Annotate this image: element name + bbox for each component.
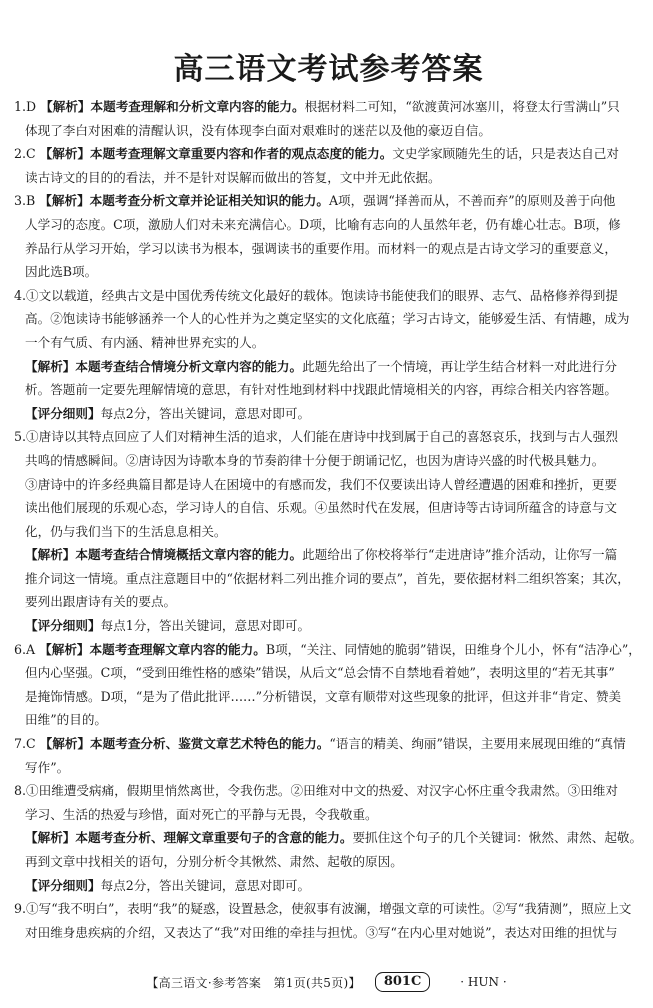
- question-8: [14, 779, 643, 897]
- answer-text: 读出他们展现的乐观心态，学习诗人的自信、乐观。④虽然时代在发展，但唐诗等古诗词所蕴含的诗意与文: [25, 500, 617, 516]
- answer-text: ①唐诗以其特点回应了人们对精神生活的追求，人们能在唐诗中找到属于自己的喜怒哀乐，找到与古人强烈: [26, 429, 618, 445]
- question-6: [14, 638, 643, 732]
- analysis-lead: 本题考查理解文章内容的能力。: [89, 641, 266, 657]
- answer-text: B项，“关注、同情她的脆弱”错误，田维身个儿小，怀有“洁净心”，: [265, 641, 641, 657]
- answer-text: ①田维遭受病痛，假期里悄然离世，令我伤悲。②田维对中文的热爱、对汉字心怀庄重令我肃然。③田维对: [26, 783, 618, 799]
- analysis-text: 推介词这一情境。重点注意题目中的“依据材料二列出推介词的要点”，首先，要依据材料二组织答案；其次，: [25, 570, 630, 586]
- answer-text: 但内心坚强。C项，“受到田维性格的感染”错误，从后文“总会情不自禁地看着她”，表明这里的“若无其事”: [25, 665, 615, 681]
- analysis-tag: 【解析】: [39, 641, 90, 657]
- analysis-tag: 【解析】: [39, 146, 91, 162]
- region-code: · HUN ·: [460, 975, 507, 989]
- question-number: 4.: [14, 287, 27, 303]
- scoring-tag: 【评分细则】: [25, 618, 101, 634]
- analysis-lead: 本题考查分析、鉴赏文章艺术特色的能力。: [90, 736, 330, 752]
- answer-text: 人学习的态度。C项，激励人们对未来充满信心。D项，比喻有志向的人虽然年老，仍有雄心壮志。B项，修: [25, 216, 621, 232]
- answer-text: 读古诗文的目的的看法，并不是针对误解而做出的答复，文中并无此依据。: [25, 169, 441, 185]
- footer-page-info: 【高三语文·参考答案 第1页(共5页)】: [146, 975, 361, 990]
- analysis-tag: 【解析】: [25, 358, 76, 374]
- analysis-lead: 本题考查分析文章并论证相关知识的能力。: [89, 193, 329, 209]
- answer-text: 根据材料二可知，“欲渡黄河冰塞川，将登太行雪满山”只: [304, 99, 620, 114]
- scoring-text: 每点1分，答出关键词，意思对即可。: [100, 618, 311, 634]
- scoring-tag: 【评分细则】: [25, 405, 101, 421]
- answer-text: 写作”。: [25, 759, 70, 775]
- answer-text: 体现了李白对困难的清醒认识，没有体现李白面对艰难时的迷茫以及他的豪迈自信。: [25, 122, 491, 138]
- scoring-tag: 【评分细则】: [25, 877, 101, 893]
- analysis-lead: 本题考查分析、理解文章重要句子的含意的能力。: [75, 830, 353, 846]
- answer-text: 是掩饰情感。D项，“是为了借此批评……”分析错误，文章有顺带对这些现象的批评，但这并非“肯定、赞美: [25, 688, 622, 704]
- analysis-tag: 【解析】: [39, 736, 91, 752]
- question-4: [14, 284, 643, 426]
- page-title: 高三语文考试参考答案: [173, 52, 484, 87]
- scoring-text: 每点2分，答出关键词，意思对即可。: [100, 877, 311, 893]
- analysis-lead: 本题考查理解文章重要内容和作者的观点态度的能力。: [90, 146, 393, 162]
- question-number: 5.: [14, 429, 27, 445]
- analysis-tag: 【解析】: [25, 830, 76, 846]
- answer-text: 田维”的目的。: [25, 712, 108, 728]
- question-7: [14, 732, 643, 779]
- question-number: 1.D: [14, 99, 37, 114]
- question-number: 2.C: [14, 146, 36, 162]
- question-number: 7.C: [14, 736, 36, 752]
- analysis-text: 要抓住这个句子的几个关键词：愀然、肃然、起敬。: [352, 830, 643, 846]
- scoring-text: 每点2分，答出关键词，意思对即可。: [100, 405, 311, 421]
- answer-text: 一个有气质、有内涵、精神世界充实的人。: [25, 334, 265, 350]
- answer-text: 对田维身患疾病的介绍，又表达了“我”对田维的牵挂与担忧。③写“在内心里对她说”，表达对田维的担忧与: [25, 924, 618, 940]
- answer-text: A项，强调“择善而从，不善而弃”的原则及善于向他: [328, 193, 616, 209]
- question-1: [14, 95, 643, 142]
- question-5: [14, 425, 643, 637]
- answer-text: 化，仍与我们当下的生活息息相关。: [25, 523, 227, 539]
- analysis-lead: 本题考查理解和分析文章内容的能力。: [90, 99, 305, 114]
- analysis-text: 要列出跟唐诗有关的要点。: [25, 594, 177, 610]
- answer-text: ③唐诗中的许多经典篇目都是诗人在困境中的有感而发，我们不仅要读出诗人曾经遭遇的困难和挫折，更要: [25, 476, 617, 492]
- analysis-tag: 【解析】: [40, 99, 91, 114]
- analysis-text: 此题先给出了一个情境，再让学生结合材料一对此进行分: [302, 358, 617, 374]
- analysis-lead: 本题考查结合情境概括文章内容的能力。: [75, 547, 303, 563]
- answer-text: 文史学家顾随先生的话，只是表达自己对: [392, 146, 619, 162]
- answer-text: ①文以载道，经典古文是中国优秀传统文化最好的载体。饱读诗书能使我们的眼界、志气、品格修养得到提: [26, 287, 618, 303]
- answer-text: 学习、生活的热爱与珍惜，面对死亡的平静与无畏，令我敬重。: [25, 806, 378, 822]
- analysis-tag: 【解析】: [25, 547, 76, 563]
- analysis-text: 析。答题前一定要先理解情境的意思，有针对性地到材料中找跟此情境相关的内容，再综合相关内容答题。: [25, 382, 617, 398]
- answer-text: “语言的精美、绚丽”错误，主要用来展现田维的“真情: [329, 736, 626, 752]
- question-9: [14, 897, 643, 944]
- answer-text: 共鸣的情感瞬间。②唐诗因为诗歌本身的节奏韵律十分便于朗诵记忆，也因为唐诗兴盛的时代极具魅力。: [25, 452, 605, 468]
- question-number: 8.: [14, 783, 27, 799]
- question-number: 6.A: [14, 641, 36, 657]
- analysis-text: 此题给出了你校将举行“走进唐诗”推介活动，让你写一篇: [302, 547, 618, 563]
- exam-code-badge: 801C: [375, 972, 430, 992]
- analysis-tag: 【解析】: [39, 193, 90, 209]
- question-number: 9.: [14, 901, 27, 917]
- answer-text: 养品行从学习开始，学习以读书为根本，强调读书的重要作用。而材料一的观点是古诗文学习的重要意义，: [25, 240, 617, 256]
- analysis-text: 再到文章中找相关的语句，分别分析令其愀然、肃然、起敬的原因。: [25, 854, 403, 869]
- question-2: [14, 142, 643, 189]
- answer-text: 高。②饱读诗书能够涵养一个人的心性并为之奠定坚实的文化底蕴；学习古诗文，能够爱生活、有情趣，成为: [25, 311, 630, 327]
- analysis-lead: 本题考查结合情境分析文章内容的能力。: [75, 358, 303, 374]
- answer-text: 因此选B项。: [25, 264, 98, 280]
- page-footer: [0, 968, 653, 996]
- question-3: [14, 189, 643, 283]
- answer-text: ①写“我不明白”，表明“我”的疑惑，设置悬念，使叙事有波澜，增强文章的可读性。②写“我猜测”，照应上文: [26, 901, 632, 917]
- question-number: 3.B: [14, 193, 36, 209]
